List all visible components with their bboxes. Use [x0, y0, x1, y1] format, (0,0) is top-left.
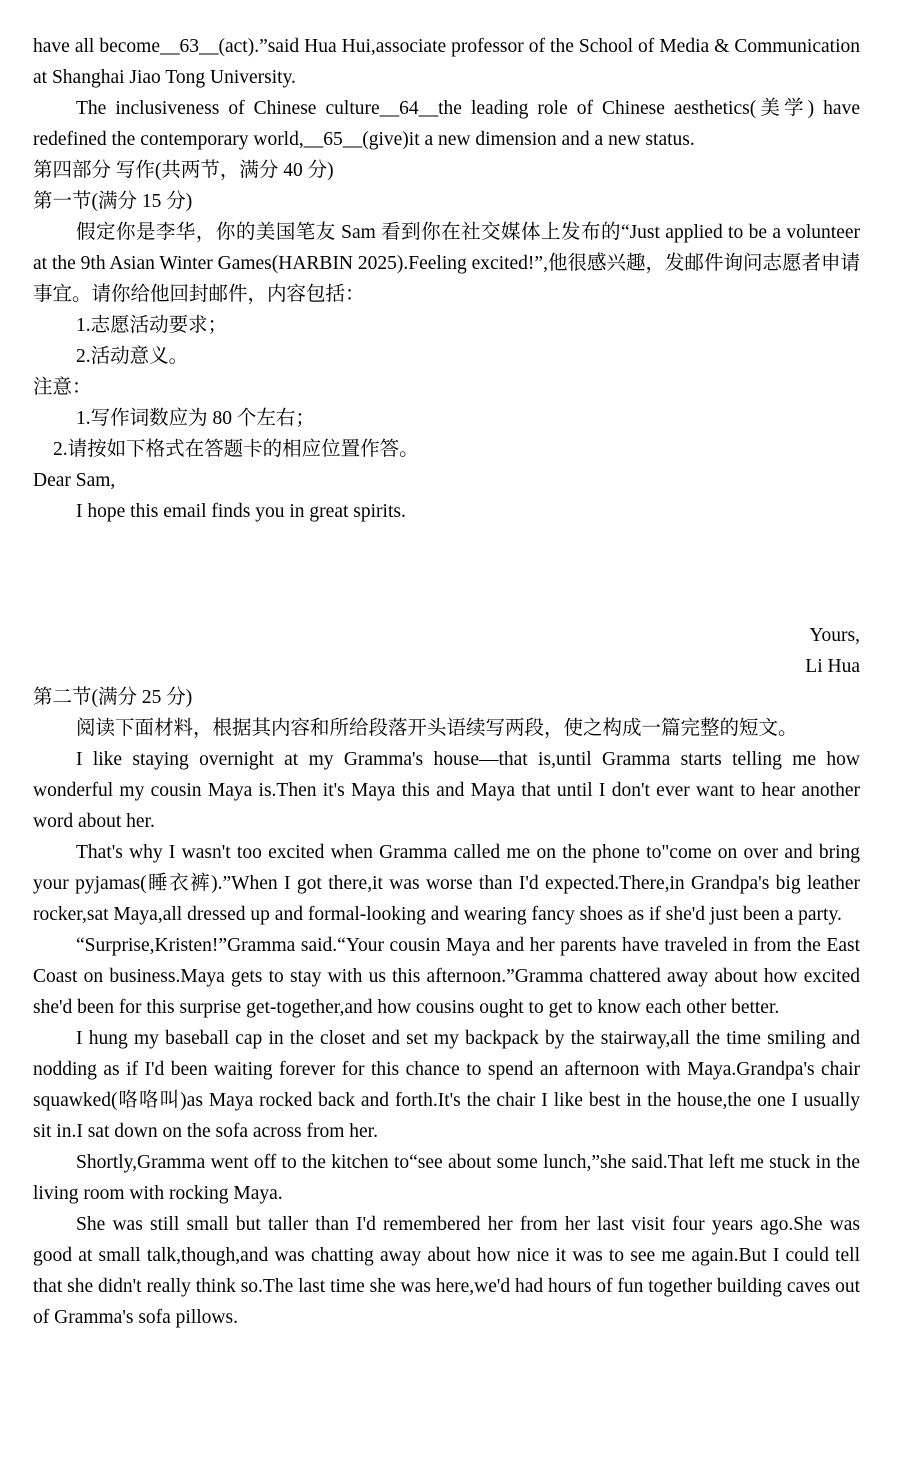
content-point: 1.志愿活动要求；	[76, 315, 228, 336]
notice-item: 1.写作词数应为 80 个左右；	[76, 408, 315, 429]
letter-closing: Yours,	[809, 625, 860, 646]
story-paragraph: I hung my baseball cap in the closet and set my backpack by the stairway,all the time smiling and nodding as if I'd been waiting forever for this chance to spend an afternoon with Maya.Grandpa's chair squawked(咯咯叫)as Maya rocked back and forth.It's the chair I like best in the house,the one I usually sit in.I sat down on the sofa across from her.	[33, 1028, 860, 1142]
section-heading: 第一节(满分 15 分)	[33, 191, 193, 212]
story-paragraph: I like staying overnight at my Gramma's house—that is,until Gramma starts telling me how wonderful my cousin Maya is.Then it's Maya this and Maya that until I don't ever want to hear another word about her.	[33, 749, 860, 832]
exam-page	[33, 31, 860, 1333]
letter-opening: I hope this email finds you in great spirits.	[76, 501, 406, 522]
content-point: 2.活动意义。	[76, 346, 189, 367]
writing-space	[33, 527, 860, 620]
passage-paragraph: The inclusiveness of Chinese culture__64__the leading role of Chinese aesthetics(美学) have redefined the contemporary world,__65__(give)it a new dimension and a new status.	[33, 98, 860, 150]
letter-salutation: Dear Sam,	[33, 470, 116, 491]
part-heading: 第四部分 写作(共两节，满分 40 分)	[33, 160, 334, 181]
story-paragraph: “Surprise,Kristen!”Gramma said.“Your cousin Maya and her parents have traveled in from the East Coast on business.Maya gets to stay with us this afternoon.”Gramma chattered away about how excited she'd been for this surprise get-together,and how cousins ought to get to know each other better.	[33, 935, 860, 1018]
section-instruction: 阅读下面材料，根据其内容和所给段落开头语续写两段，使之构成一篇完整的短文。	[76, 718, 798, 739]
story-paragraph: That's why I wasn't too excited when Gramma called me on the phone to"come on over and bring your pyjamas(睡衣裤).”When I got there,it was worse than I'd expected.There,in Grandpa's big leather rocker,sat Maya,all dressed up and formal-looking and wearing fancy shoes as if she'd just been a party.	[33, 842, 860, 925]
writing-prompt: 假定你是李华，你的美国笔友 Sam 看到你在社交媒体上发布的“Just applied to be a volunteer at the 9th Asian Winter Games(HARBIN 2025).Feeling excited!”,他很感兴趣，发邮件询问志愿者申请事宜。请你给他回封邮件，内容包括：	[33, 222, 860, 305]
section-heading: 第二节(满分 25 分)	[33, 687, 193, 708]
story-paragraph: She was still small but taller than I'd remembered her from her last visit four years ago.She was good at small talk,though,and was chatting away about how nice it was to see me again.But I could tell that she didn't really think so.The last time she was here,we'd had hours of fun together building caves out of Gramma's sofa pillows.	[33, 1214, 860, 1328]
story-paragraph: Shortly,Gramma went off to the kitchen to“see about some lunch,”she said.That left me stuck in the living room with rocking Maya.	[33, 1152, 860, 1204]
passage-paragraph: have all become__63__(act).”said Hua Hui,associate professor of the School of Media & Communication at Shanghai Jiao Tong University.	[33, 36, 860, 88]
notice-label: 注意：	[33, 377, 92, 398]
letter-signature: Li Hua	[805, 656, 860, 677]
notice-item: 2.请按如下格式在答题卡的相应位置作答。	[53, 439, 419, 460]
